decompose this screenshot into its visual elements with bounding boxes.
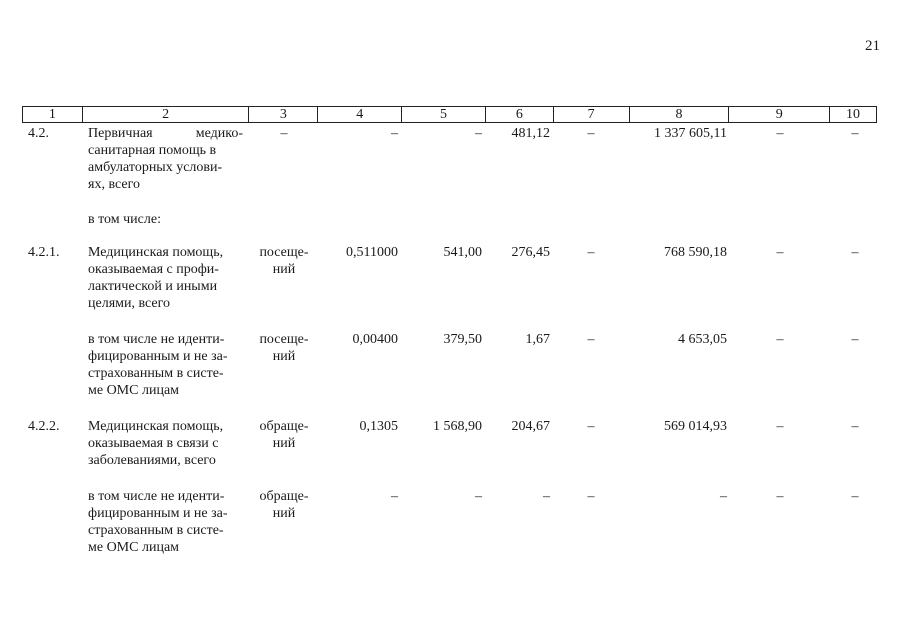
row-description (88, 488, 243, 556)
cell-col-8: 1 337 605,11 (654, 126, 727, 141)
desc-line: санитарная помощь в (88, 143, 217, 158)
desc-line: лактической и иными (88, 279, 218, 294)
unit-line: ний (272, 262, 296, 277)
cell-col-5: 541,00 (443, 245, 482, 260)
desc-line: оказываемая в связи с (88, 436, 219, 451)
desc-line: страхованным в систе- (88, 366, 224, 381)
header-col-3: 3 (249, 107, 318, 122)
header-col-9: 9 (729, 107, 830, 122)
cell-col-9: – (776, 489, 784, 504)
page-number: 21 (865, 38, 880, 54)
cell-col-8: – (720, 489, 727, 504)
cell-col-4: 0,1305 (359, 419, 398, 434)
row-number: 4.2.1. (28, 245, 60, 260)
cell-col-6: 276,45 (511, 245, 550, 260)
cell-col-5: 379,50 (443, 332, 482, 347)
cell-col-8: 569 014,93 (664, 419, 727, 434)
desc-line: ме ОМС лицам (88, 383, 180, 398)
row-description (88, 125, 243, 193)
desc-line: заболеваниями, всего (88, 453, 216, 468)
row-description (88, 418, 243, 469)
cell-col-5: 1 568,90 (433, 419, 482, 434)
desc-word: медико- (195, 126, 243, 141)
cell-unit (253, 488, 315, 522)
unit-line: ний (272, 506, 296, 521)
header-col-1: 1 (23, 107, 83, 122)
header-col-10: 10 (846, 107, 861, 122)
desc-line: амбулаторных услови- (88, 160, 223, 175)
unit-line: обраще- (259, 489, 309, 504)
cell-col-10: – (851, 245, 859, 260)
cell-col-6: 204,67 (511, 419, 550, 434)
cell-col-10: – (851, 126, 859, 141)
cell-col-7: – (587, 419, 595, 434)
desc-line: страхованным в систе- (88, 523, 224, 538)
row-description (88, 331, 243, 399)
row-number: 4.2. (28, 126, 49, 141)
header-col-6: 6 (486, 107, 554, 122)
cell-col-4: – (391, 489, 398, 504)
cell-col-6: 1,67 (525, 332, 550, 347)
cell-col-8: 4 653,05 (678, 332, 727, 347)
desc-line: фицированным и не за- (88, 349, 228, 364)
header-col-8: 8 (630, 107, 730, 122)
cell-col-8: 768 590,18 (664, 245, 727, 260)
desc-line (88, 125, 243, 142)
cell-col-9: – (776, 245, 784, 260)
desc-line: фицированным и не за- (88, 506, 228, 521)
unit-line: посеще- (259, 245, 309, 260)
desc-line: в том числе не иденти- (88, 332, 225, 347)
unit-line: посеще- (259, 332, 309, 347)
cell-col-7: – (587, 489, 595, 504)
table-header-row (22, 106, 877, 123)
desc-line: Медицинская помощь, (88, 245, 224, 260)
cell-unit (253, 418, 315, 452)
cell-col-6: 481,12 (511, 126, 550, 141)
row-number: 4.2.2. (28, 419, 60, 434)
desc-line: в том числе не иденти- (88, 489, 225, 504)
desc-line: Медицинская помощь, (88, 419, 224, 434)
cell-col-9: – (776, 332, 784, 347)
cell-col-9: – (776, 126, 784, 141)
row-description (88, 244, 243, 312)
cell-unit (253, 244, 315, 278)
cell-col-5: – (475, 126, 482, 141)
cell-col-7: – (587, 126, 595, 141)
cell-col-4: 0,511000 (346, 245, 398, 260)
unit-line: обраще- (259, 419, 309, 434)
cell-col-10: – (851, 489, 859, 504)
cell-col-10: – (851, 419, 859, 434)
cell-col-4: – (391, 126, 398, 141)
desc-line: целями, всего (88, 296, 171, 311)
header-col-7: 7 (554, 107, 630, 122)
desc-line: ях, всего (88, 177, 140, 192)
cell-col-7: – (587, 332, 595, 347)
cell-col-7: – (587, 245, 595, 260)
row-description (88, 211, 243, 228)
desc-line: в том числе: (88, 212, 161, 227)
cell-col-10: – (851, 332, 859, 347)
unit-line: ний (272, 349, 296, 364)
cell-col-6: – (543, 489, 550, 504)
cell-unit (253, 331, 315, 365)
desc-word: Первичная (88, 126, 153, 141)
header-col-4: 4 (318, 107, 402, 122)
cell-col-9: – (776, 419, 784, 434)
cell-unit: – (280, 126, 288, 141)
desc-line: оказываемая с профи- (88, 262, 219, 277)
cell-col-4: 0,00400 (352, 332, 398, 347)
header-col-2: 2 (83, 107, 250, 122)
desc-line: ме ОМС лицам (88, 540, 180, 555)
cell-col-5: – (475, 489, 482, 504)
header-col-5: 5 (402, 107, 486, 122)
unit-line: ний (272, 436, 296, 451)
